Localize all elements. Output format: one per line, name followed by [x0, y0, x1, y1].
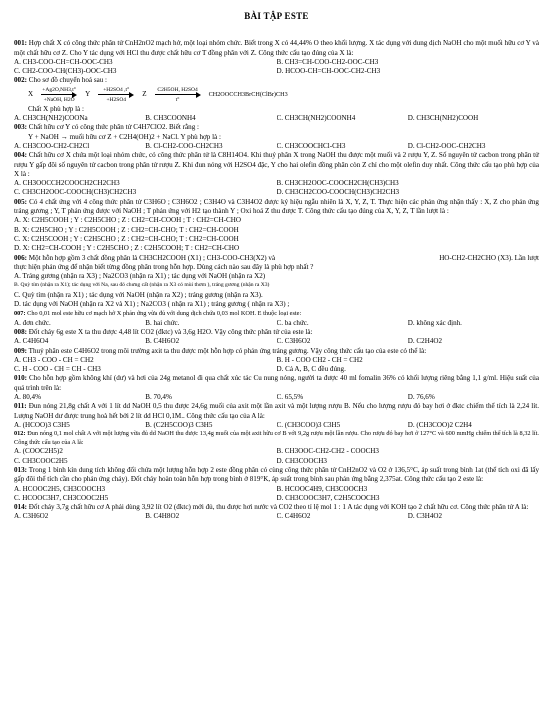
option-b[interactable]: B. C4H8O2 — [145, 512, 180, 521]
question-014: 014: Đốt cháy 3,7g chất hữu cơ A phải dùng 3,92 lít O2 (đktc) mới đủ, thu được hơi nước và CO2 theo tỉ lệ mol 1 : 1 A tác dụng với KOH tạo 2 chất hữu cơ. Công thức phân tử A là: — [14, 503, 529, 512]
reaction-scheme — [28, 87, 539, 103]
options-008 — [14, 337, 539, 346]
option-d[interactable]: D. CH3CH(NH2)COOH — [407, 114, 479, 123]
option-d[interactable]: D. CH3COOCH3 — [276, 456, 327, 465]
option-d[interactable]: D. 76,6% — [407, 392, 435, 401]
option-d[interactable]: D. C2H4O2 — [407, 337, 443, 346]
options-007 — [14, 319, 539, 328]
options-014 — [14, 512, 539, 521]
option-a[interactable]: A. C4H6O4 — [14, 337, 49, 346]
option-c[interactable]: C. CH3CH(NH2)COONH4 — [276, 114, 356, 123]
option-c[interactable]: C. C4H6O2 — [276, 512, 311, 521]
option-a[interactable]: A. X: C2H5COOH ; Y : C2H5CHO ; Z : CH2=CH-COOH ; T : CH2=CH-CHO — [14, 216, 241, 225]
options-003 — [14, 142, 539, 151]
option-d[interactable]: D. không xác định. — [407, 318, 462, 327]
arrow-1: +Ag2O,NH3,t° +NaOH, H2O — [42, 86, 76, 103]
option-b[interactable]: B. hai chức. — [145, 318, 180, 327]
option-a[interactable]: A. CH3COO-CH2-CH2Cl — [14, 141, 90, 150]
options-001b — [14, 67, 539, 76]
option-a[interactable]: A. HCOOC2H5, CH3COOCH3 — [14, 484, 106, 493]
question-003-reaction: Y + NaOH → muối hữu cơ Z + C2H4(OH)2 + NaCl. Y phù hợp là : — [28, 132, 221, 141]
option-b[interactable]: B. C4H6O2 — [145, 337, 180, 346]
option-a[interactable]: A. Tráng gương (nhận ra X3) ; Na2CO3 (nhận ra X1) ; tác dụng với NaOH (nhận ra X2) — [14, 272, 266, 281]
option-d[interactable]: D. C3H4O2 — [407, 512, 443, 521]
question-002: 002: Cho sơ đồ chuyển hoá sau : — [14, 76, 108, 85]
option-c[interactable]: C. HCOOC3H7, CH3COOC2H5 — [14, 493, 109, 502]
option-b[interactable]: B. CH3CH2OOC-COOCH2CH(CH3)CH3 — [276, 179, 399, 188]
option-c[interactable]: C. (CH3COO)3 C3H5 — [276, 420, 341, 429]
options-004b — [14, 188, 539, 197]
option-a[interactable]: A. CH3OOCCH2COOCH2CH2CH3 — [14, 179, 120, 188]
question-001: 001: Hợp chất X có công thức phân tử CnH2nO2 mạch hở, một loại nhóm chức. Biết trong X có 44,44% O theo khối lượng. X tác dụng với dung dịch NaOH cho một muối hữu cơ Y và một chất hữu cơ Z. Cho Y tác dụng với HCl thu được chất hữu cơ T đồng phân với Z. Công thức cấu tạo đúng của X là: — [14, 39, 539, 57]
option-c[interactable]: C. H - COO - CH = CH - CH3 — [14, 365, 101, 374]
options-013 — [14, 485, 539, 494]
option-b[interactable]: B. (C2H5COO)3 C3H5 — [145, 420, 213, 429]
option-c[interactable]: C. CH3COOCHCl-CH3 — [276, 141, 346, 150]
option-c[interactable]: C. 65,5% — [276, 392, 304, 401]
option-b[interactable]: B. Cl-CH2-COO-CH2CH3 — [145, 141, 223, 150]
options-012b — [14, 457, 539, 466]
question-003: 003: Chất hữu cơ Y có công thức phân tử C4H7ClO2. Biết rằng : — [14, 123, 200, 132]
option-b[interactable]: B. H - COO CH2 - CH = CH2 — [276, 355, 363, 364]
page-title: BÀI TẬP ESTE — [244, 11, 309, 21]
option-b[interactable]: B. Quỳ tím (nhận ra X1); tác dụng với Na, sau đó chưng cất (nhận ra X3 có mùi thơm ), tráng gương (nhận ra X3) — [14, 282, 270, 289]
question-009: 009: Thuỷ phân este C4H6O2 trong môi trường axit ta thu được một hỗn hợp có phản ứng tráng gương. Vậy công thức cấu tạo của este có thể là: — [14, 346, 427, 355]
options-011 — [14, 421, 539, 430]
option-a[interactable]: A. CH3-COO-CH=CH-OOC-CH3 — [14, 57, 113, 66]
option-a[interactable]: A. (COOC2H5)2 — [14, 447, 63, 456]
option-c[interactable]: C. ba chức. — [276, 318, 309, 327]
options-001 — [14, 58, 539, 67]
question-013: 013: Trong 1 bình kín dung tích không đổi chứa một lượng hỗn hợp 2 este đồng phân có cùng công thức phân tử CnH2nO2 và O2 ở 136,5°C, áp suất trong bình 1at (thể tích oxi đã lấy gấp đôi thể tích cần cho phản ứng cháy). Đốt cháy hoàn toàn hỗn hợp trong bình ở 819°K, áp suất trong bình sau phản ứng bằng 2,375at. Công thức cấu tạo 2 este là: — [14, 465, 539, 484]
question-004: 004: Chất hữu cơ X chứa một loại nhóm chức, có công thức phân tử là C8H14O4. Khi thuỷ phân X trong NaOH thu được một muối và 2 rượu Y, Z. Số nguyên tử cacbon trong phân tử rượu Y gấp đôi số nguyên tử cacbon trong phân tử rượu Z. Khi đun nóng với H2SO4 đặc, Y cho hai olefin đồng phân còn Z chỉ cho một olefin duy nhất. Công thức cấu tạo phù hợp của X là : — [14, 151, 539, 178]
option-b[interactable]: B. CH3COONH4 — [145, 114, 196, 123]
scheme-x: X — [28, 90, 34, 99]
question-007: 007: Cho 0,01 mol este hữu cơ mạch hở X phản ứng vừa đủ với dung dịch chứa 0,03 mol KOH. E thuộc loại este: — [14, 310, 302, 318]
option-a[interactable]: A. đơn chức. — [14, 318, 51, 327]
option-b[interactable]: B. CH3=CH-COO-CH2-OOC-CH3 — [276, 57, 379, 66]
option-d[interactable]: D. CH3COOC3H7, C2H5COOCH3 — [276, 493, 380, 502]
scheme-z: Z — [142, 90, 147, 99]
option-a[interactable]: A. C3H6O2 — [14, 512, 49, 521]
option-c[interactable]: C. C3H6O2 — [276, 337, 311, 346]
option-b[interactable]: B. X: C2H5CHO ; Y : C2H5COOH ; Z : CH2=CH-CHO; T : CH2=CH-COOH — [14, 225, 239, 234]
option-d[interactable]: D. tác dụng với NaOH (nhận ra X2 và X1) ; Na2CO3 ( nhận ra X1) ; tráng gương ( nhận ra X3) ; — [14, 300, 290, 309]
question-005: 005: Có 4 chất ứng với 4 công thức phân tử C3H6O ; C3H6O2 ; C3H4O và C3H4O2 được ký hiệu ngẫu nhiên là X, Y, Z, T. Thực hiện các phản ứng nhận thấy : X, Z cho phản ứng tráng gương ; Y, T phản ứng được với NaOH ; T phản ứng với H2 tạo thành Y ; Oxi hoá Z thu được T. Công thức cấu tạo đúng của X, Y, Z, T lần lượt là : — [14, 197, 539, 216]
option-a[interactable]: A. (HCOO)3 C3H5 — [14, 420, 70, 429]
option-d[interactable]: D. HCOO-CH=CH-OOC-CH2-CH3 — [276, 67, 381, 76]
options-009b — [14, 365, 539, 374]
question-006-cont: thực hiện phản ứng để nhận biết từng đồng phân trong hỗn hợp. Dùng cách nào sau đây là phù hợp nhất ? — [14, 262, 314, 271]
options-002 — [14, 114, 539, 123]
scheme-product: CH2OOCCH3BrCH(ClBr)CH3 — [208, 91, 288, 99]
option-d[interactable]: D. Cl-CH2-OOC-CH2CH3 — [407, 141, 486, 150]
option-a[interactable]: A. 80,4% — [14, 392, 41, 401]
option-b[interactable]: B. CH3OOC-CH2-CH2 - COOCH3 — [276, 447, 379, 456]
question-011: 011: Đun nóng 21,8g chất A với 1 lít dd NaOH 0,5 thu được 24,6g muối của axit một lần axit và một lượng rượu B. Nếu cho lượng rượu đó bay hơi ở đktc chiếm thể tích là 2,24 lít. Lượng NaOH dư được trung hoà hết bởi 2 lít dd HCl 0,1M.. Công thức cấu tạo của A là: — [14, 402, 539, 420]
options-004 — [14, 179, 539, 188]
options-009 — [14, 356, 539, 365]
scheme-y: Y — [85, 90, 91, 99]
options-012 — [14, 447, 539, 456]
arrow-2: +H2SO4 ,t° +H2SO4 — [98, 87, 134, 103]
question-012: 012: Đun nóng 0,1 mol chất A với một lượng vừa đủ dd NaOH thu được 13,4g muối của một axit hữu cơ B với 9,2g rượu một lần rượu. Cho rượu đó bay hơi ở 127°C và 600 mmHg chiếm thể tích là 8,32 lít. Công thức cấu tạo của A là: — [14, 430, 540, 446]
option-d[interactable]: D. (CH3COO)2 C2H4 — [407, 420, 472, 429]
question-008: 008: Đốt cháy 6g este X ta thu được 4,48 lít CO2 (đktc) và 3,6g H2O. Vậy công thức phân tử của este là: — [14, 327, 313, 336]
arrow-3: C2H5OH, H2SO4 t° — [155, 87, 201, 103]
options-010 — [14, 393, 539, 402]
option-b[interactable]: B. 70,4% — [145, 392, 172, 401]
option-c[interactable]: C. CH3COOC2H5 — [14, 456, 68, 465]
options-013b — [14, 494, 539, 503]
option-d[interactable]: D. Cả A, B, C đều đúng. — [276, 365, 346, 374]
option-d[interactable]: D. X: CH2=CH-COOH ; Y : C2H5CHO ; Z : C2H5COOH; T : CH2=CH-CHO — [14, 244, 240, 253]
question-010: 010: Cho hỗn hợp gồm không khí (dư) và hơi của 24g metanol đi qua chất xúc tác Cu nung nóng, người ta được 40 ml fomalin 36% có khối lượng riêng bằng 1,1 g/ml. Hiệu suất của quá trình trên là: — [14, 374, 539, 392]
option-c[interactable]: C. CH2-COO-CH(CH3)-OOC-CH3 — [14, 67, 117, 76]
option-d[interactable]: D. CH3CH2COO-COOCH(CH3)CH2CH3 — [276, 188, 400, 197]
question-006: 006: Một hỗn hợp gồm 3 chất đồng phân là CH3CH2COOH (X1) ; CH3-COO-CH3(X2) và HO-CH2-CH2CHO (X3). Lần lượt — [14, 253, 539, 262]
option-c[interactable]: C. X: C2H5COOH ; Y : C2H5CHO ; Z : CH2=CH-CHO; T : CH2=CH-COOH — [14, 234, 239, 243]
option-b[interactable]: B. HCOOC4H9, CH3COOCH3 — [276, 484, 368, 493]
option-c[interactable]: C. CH3CH2OOC-COOCH(CH3)CH2CH3 — [14, 188, 137, 197]
option-c[interactable]: C. Quỳ tím (nhận ra X1) ; tác dụng với NaOH (nhận ra X2) ; tráng gương (nhận ra X3). — [14, 290, 263, 299]
question-002-ask: Chất X phù hợp là : — [28, 104, 84, 113]
option-a[interactable]: A. CH3CH(NH2)COONa — [14, 114, 88, 123]
option-a[interactable]: A. CH3 - COO - CH = CH2 — [14, 355, 94, 364]
